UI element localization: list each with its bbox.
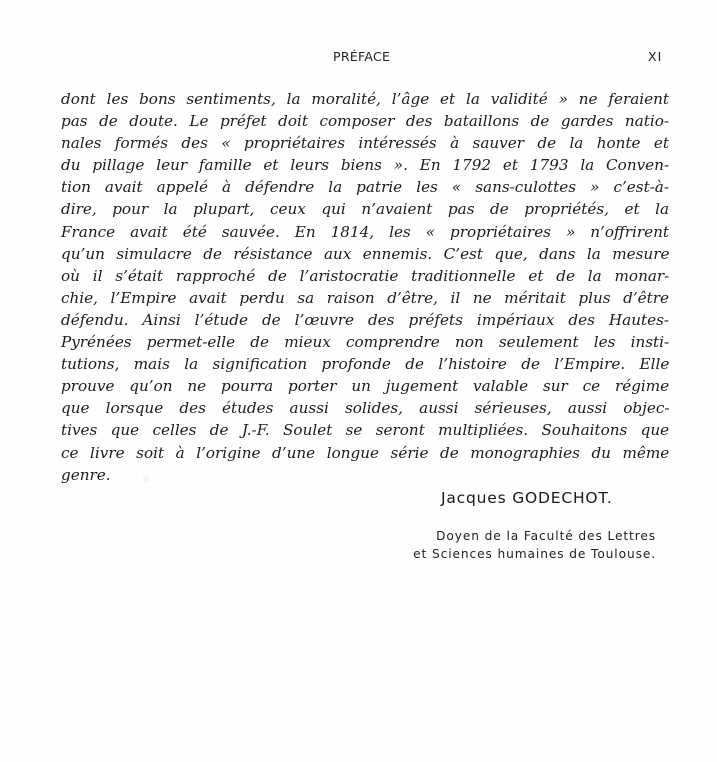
text-line: Pyrénées permet-elle de mieux comprendre non seulement les insti- (61, 333, 670, 352)
text-line: France avait été sauvée. En 1814, les « propriétaires » n’offrirent (61, 222, 669, 241)
paper-smudge (143, 475, 149, 483)
text-line: tion avait appelé à défendre la patrie les « sans-culottes » c’est-à- (61, 178, 669, 197)
text-line: tives que celles de J.-F. Soulet se seront multipliées. Souhaitons que (61, 421, 670, 440)
text-line: défendu. Ainsi l’étude de l’œuvre des préfets impériaux des Hautes- (61, 310, 669, 329)
text-line: nales formés des « propriétaires intéressés à sauver de la honte et (61, 134, 669, 153)
text-line: dont les bons sentiments, la moralité, l’âge et la validité » ne feraient (61, 90, 669, 108)
text-line: tutions, mais la signification profonde de l’histoire de l’Empire. Elle (61, 355, 670, 374)
running-head (0, 49, 717, 69)
text-line: où il s’était rapproché de l’aristocratie traditionnelle et de la monar- (61, 266, 670, 285)
preface-paragraph (61, 88, 669, 486)
text-line: genre. (61, 465, 111, 484)
text-line: pas de doute. Le préfet doit composer des bataillons de gardes natio- (61, 112, 669, 131)
text-line: chie, l’Empire avait perdu sa raison d’être, il ne méritait plus d’être (61, 288, 669, 307)
text-line: dire, pour la plupart, ceux qui n’avaient pas de propriétés, et la (61, 200, 670, 219)
text-line: ce livre soit à l’origine d’une longue série de monographies du même (61, 443, 670, 462)
signature-title (390, 527, 656, 563)
running-title: PRÉFACE (333, 49, 391, 64)
text-line: qu’un simulacre de résistance aux ennemis. C’est que, dans la mesure (61, 244, 670, 263)
text-line: que lorsque des études aussi solides, aussi sérieuses, aussi objec- (61, 399, 670, 418)
text-line: prouve qu’on ne pourra porter un jugement valable sur ce régime (61, 377, 670, 396)
signature-title-line: et Sciences humaines de Toulouse. (413, 547, 656, 561)
signature-title-line: Doyen de la Faculté des Lettres (436, 529, 656, 543)
page-number: XI (648, 49, 663, 64)
text-line: du pillage leur famille et leurs biens ». En 1792 et 1793 la Conven- (61, 156, 670, 175)
signature-name: Jacques GODECHOT. (441, 489, 613, 507)
